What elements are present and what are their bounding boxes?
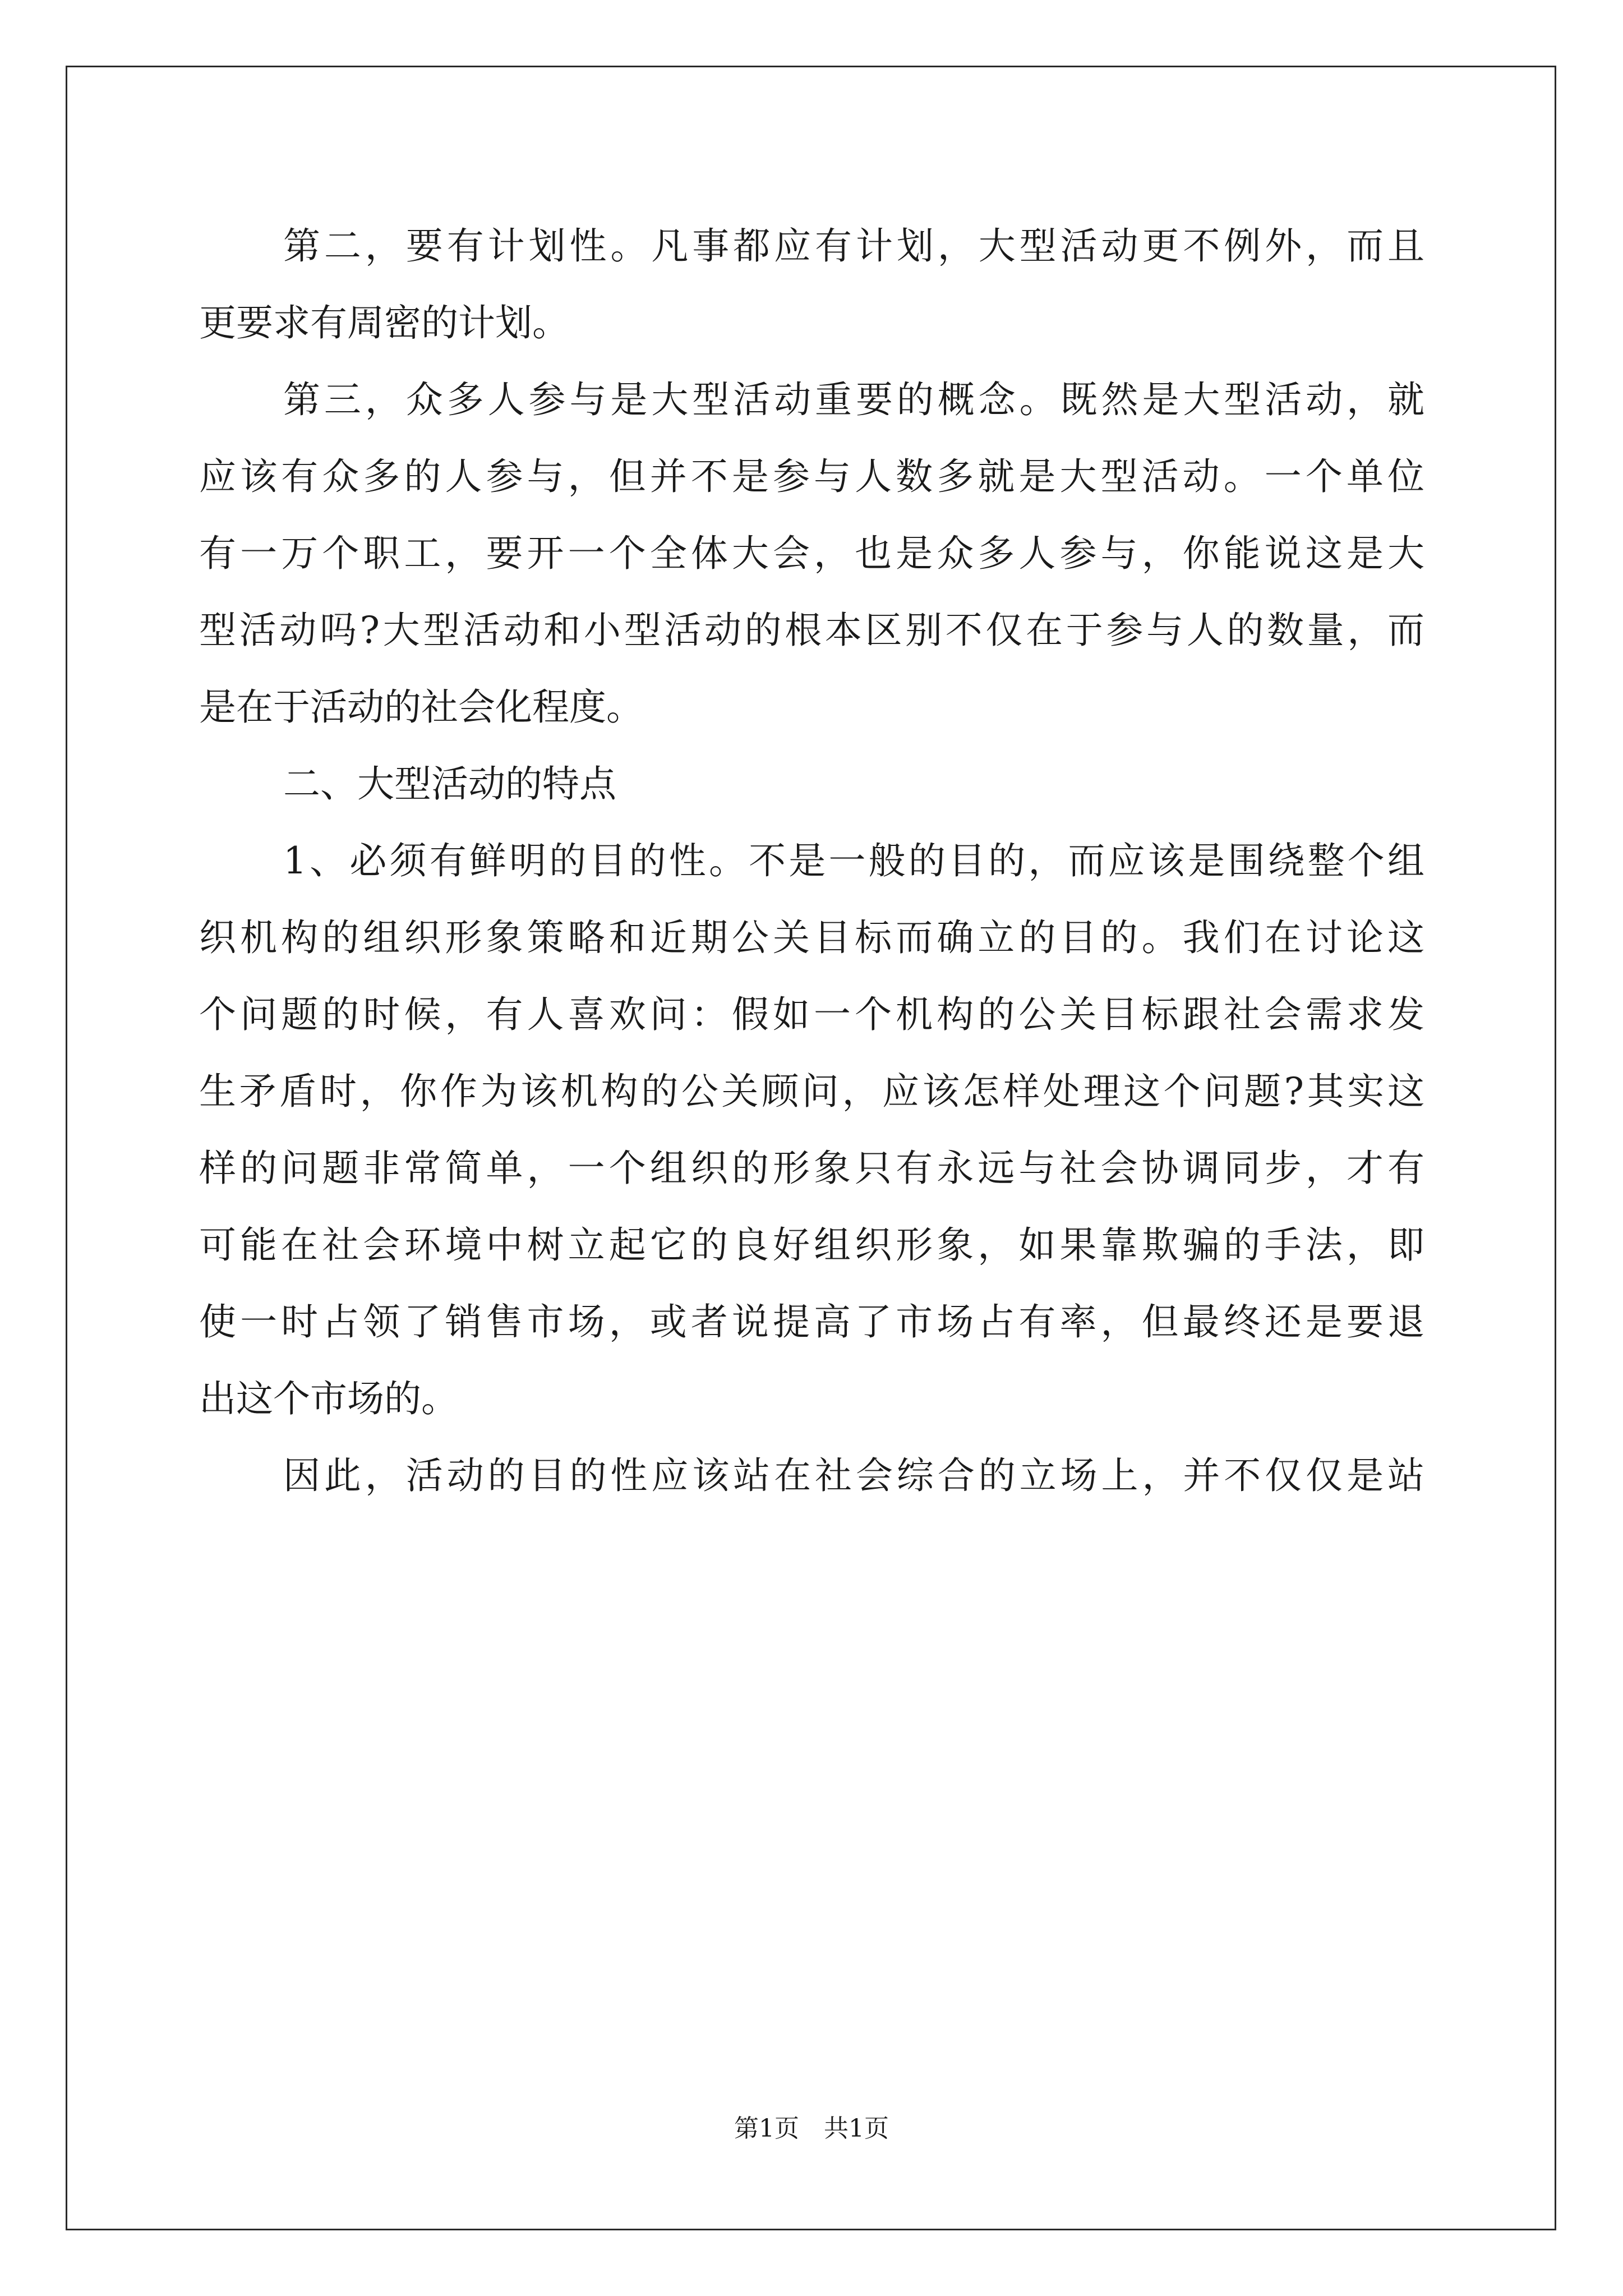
paragraph-line: 可能在社会环境中树立起它的良好组织形象，如果靠欺骗的手法，即 [199, 1223, 1424, 1267]
section-heading: 二、大型活动的特点 [283, 762, 616, 806]
page-footer [0, 2112, 1623, 2146]
paragraph-line: 个问题的时候，有人喜欢问：假如一个机构的公关目标跟社会需求发 [199, 993, 1424, 1036]
paragraph-line: 织机构的组织形象策略和近期公关目标而确立的目的。我们在讨论这 [199, 916, 1424, 959]
paragraph-line: 第二，要有计划性。凡事都应有计划，大型活动更不例外，而且 [283, 224, 1424, 268]
page-total-label: 共1页 [824, 2114, 889, 2143]
paragraph-line: 第三，众多人参与是大型活动重要的概念。既然是大型活动，就 [283, 378, 1424, 421]
paragraph-line: 更要求有周密的计划。 [199, 301, 569, 344]
paragraph-line: 是在于活动的社会化程度。 [199, 685, 643, 729]
paragraph-line: 使一时占领了销售市场，或者说提高了市场占有率，但最终还是要退 [199, 1300, 1424, 1343]
paragraph-line: 因此，活动的目的性应该站在社会综合的立场上，并不仅仅是站 [283, 1454, 1424, 1497]
paragraph-line: 1、必须有鲜明的目的性。不是一般的目的，而应该是围绕整个组 [283, 839, 1424, 882]
page-number-label: 第1页 [734, 2114, 799, 2143]
document-body [199, 208, 1424, 1514]
paragraph-line: 生矛盾时，你作为该机构的公关顾问，应该怎样处理这个问题?其实这 [199, 1070, 1424, 1113]
paragraph-line: 有一万个职工，要开一个全体大会，也是众多人参与，你能说这是大 [199, 532, 1424, 575]
paragraph-line: 应该有众多的人参与，但并不是参与人数多就是大型活动。一个单位 [199, 455, 1424, 498]
paragraph-line: 出这个市场的。 [199, 1377, 458, 1420]
paragraph-line: 样的问题非常简单，一个组织的形象只有永远与社会协调同步，才有 [199, 1147, 1424, 1190]
paragraph-line: 型活动吗?大型活动和小型活动的根本区别不仅在于参与人的数量，而 [199, 609, 1424, 652]
